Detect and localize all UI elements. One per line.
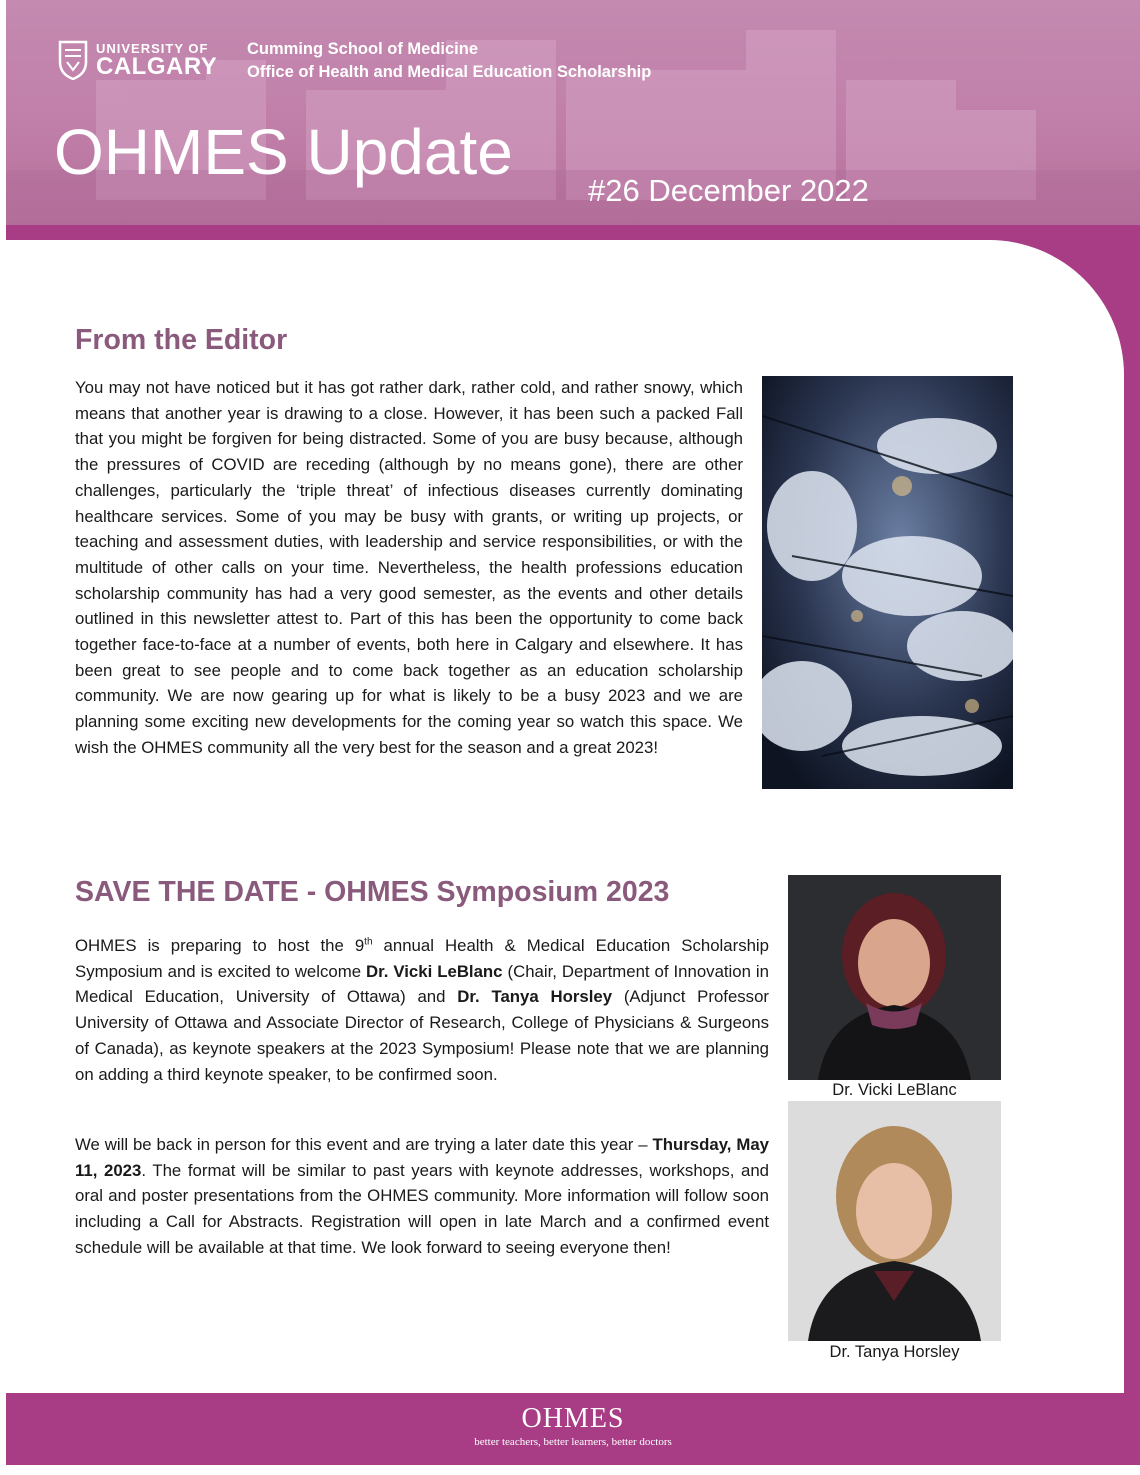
school-name: [247, 38, 651, 84]
university-logo[interactable]: [58, 40, 217, 80]
footer-bar: [6, 1393, 1140, 1465]
portrait-tanya-horsley: [788, 1101, 1001, 1341]
logo-line-2: CALGARY: [96, 52, 218, 80]
symposium-paragraph-1: [75, 933, 769, 1087]
newsletter-title: OHMES Update: [54, 116, 513, 188]
snowy-pine-photo: [762, 376, 1013, 789]
p2-text-b: . The format will be similar to past years with keynote addresses, workshops, and oral and poster presentations from the OHMES community. More information will follow soon including a Call for Abstracts. Registration will open in late March and a confirmed event schedule will be available at that time. We look forward to seeing everyone then!: [75, 1160, 769, 1257]
speaker-name-horsley: Dr. Tanya Horsley: [457, 987, 613, 1007]
header-banner: [6, 0, 1140, 225]
symposium-paragraph-2: [75, 1132, 769, 1261]
p1-text-c: (Chair, Department of Innovation in Medical Education, University of Ottawa) and: [75, 961, 769, 1007]
footer-tagline: better teachers, better learners, better doctors: [474, 1436, 672, 1448]
caption-vicki-leblanc: Dr. Vicki LeBlanc: [832, 1081, 957, 1099]
caption-tanya-horsley: Dr. Tanya Horsley: [829, 1343, 960, 1361]
p1-superscript: th: [364, 936, 373, 948]
school-line-2: Office of Health and Medical Education Scholarship: [247, 63, 652, 81]
editor-body: You may not have noticed but it has got rather dark, rather cold, and rather snowy, which means that another year is drawing to a close. However, it has been such a packed Fall that you might be forgiven for being distracted. Some of you are busy because, although the pressures of COVID are receding (although by no means gone), there are other challenges, particularly the ‘triple threat’ of infectious diseases currently dominating healthcare services. Some of you may be busy with grants, or writing up projects, or teaching and assessment duties, with leadership and service responsibilities, or with the multitude of other calls on your time. Nevertheless, the health professions education scholarship community has had a very good semester, as the events and other details outlined in this newsletter attest to. Part of this has been the opportunity to come back together face-to-face at a number of events, both here in Calgary and elsewhere. It has been great to see people and to come back together as an education scholarship community. We are now gearing up for what is likely to be a busy 2023 and we are planning some exciting new developments for the coming year so watch this space. We wish the OHMES community all the very best for the season and a great 2023!: [75, 378, 743, 757]
issue-number: #26 December 2022: [588, 173, 869, 208]
logo-line-1: UNIVERSITY OF: [96, 40, 209, 56]
p1-text-d: (Adjunct Professor University of Ottawa and Associate Director of Research, College of Physicians & Surgeons of Canada), as keynote speakers at the 2023 Symposium! Please note that we are planning on adding a third keynote speaker, to be confirmed soon.: [75, 987, 769, 1084]
footer-brand: OHMES: [521, 1403, 625, 1434]
university-crest-icon: [58, 40, 88, 80]
editor-heading: From the Editor: [75, 324, 288, 356]
symposium-heading: SAVE THE DATE - OHMES Symposium 2023: [75, 876, 670, 908]
speaker-name-leblanc: Dr. Vicki LeBlanc: [366, 961, 503, 981]
symposium-date: Thursday, May 11, 2023: [75, 1135, 769, 1180]
p1-text-b: annual Health & Medical Education Scholarship Symposium and is excited to welcome: [75, 936, 769, 981]
portrait-vicki-leblanc: [788, 875, 1001, 1080]
school-line-1: Cumming School of Medicine: [247, 40, 479, 58]
p1-text-a: OHMES is preparing to host the 9: [75, 936, 365, 955]
p2-text-a: We will be back in person for this event and are trying a later date this year –: [75, 1135, 653, 1154]
